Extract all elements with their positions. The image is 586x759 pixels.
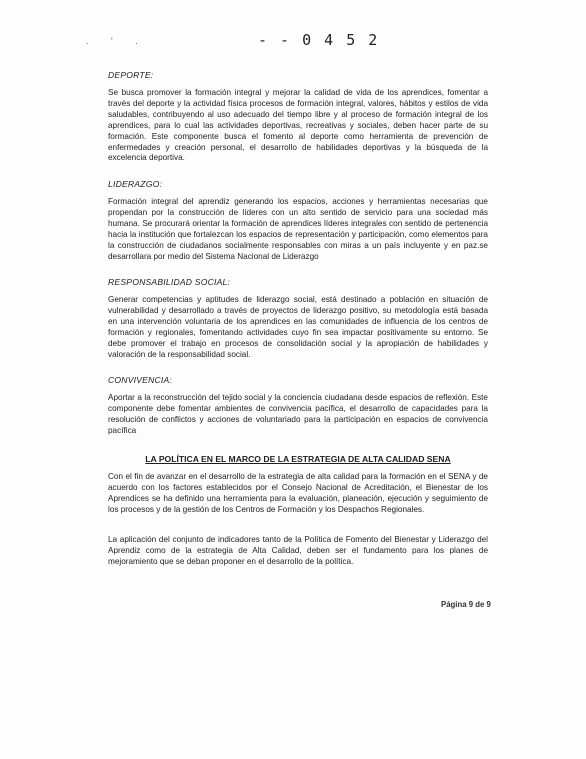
- section-paragraph: Generar competencias y aptitudes de liderazgo social, está destinado a población en situación de vulnerabilidad y desarrollado a través de proyectos de liderazgo positivo, su metodología está basada en una intervención voluntaria de los aprendices en las comunidades de influencia de los centros de formación y regionales, fomentando actividades cuyo fin sea impactar positivamente su entorno. Se debe promover el trabajo en procesos de consolidación social y la apropiación de habilidades y valoración de la responsabilidad social.: [108, 295, 488, 359]
- section-heading: LIDERAZGO:: [108, 179, 163, 189]
- policy-paragraph-2: [108, 535, 488, 568]
- section-responsabilidad-social: [108, 277, 488, 360]
- section-heading: RESPONSABILIDAD SOCIAL:: [108, 277, 231, 287]
- section-paragraph: Se busca promover la formación integral y mejorar la calidad de vida de los aprendices, fomentar a través del deporte y la actividad física procesos de formación integral, valores, hábitos y estilos de vida saludables, contribuyendo al uso adecuado del tiempo libre y al proceso de formación integral de los aprendices, para lo cual las actividades deportivas, recreativas y sociales, deben hacer parte de su formación. Este componente busca el fomento al deporte como herramienta de prevención de enfermedades y creación personal, el desarrollo de habilidades deportivas y la búsqueda de la excelencia deportiva.: [108, 88, 488, 163]
- policy-paragraph-1: [108, 472, 488, 516]
- page-number: Página 9 de 9: [441, 600, 491, 609]
- section-liderazgo: [108, 179, 488, 262]
- section-paragraph: Aportar a la reconstrucción del tejido social y la conciencia ciudadana desde espacios de reflexión. Este componente debe fomentar ambientes de convivencia pacífica, el desarrollo de capacidades para la resolución de conflictos y acciones de voluntariado para la participación en espacios de convivencia pacífica: [108, 393, 488, 435]
- section-heading: CONVIVENCIA:: [108, 375, 172, 385]
- section-paragraph: Con el fin de avanzar en el desarrollo de la estrategia de alta calidad para la formación en el SENA y de acuerdo con los factores establecidos por el Consejo Nacional de Acreditación, el Bienestar de los Aprendices se ha definido una herramienta para la evaluación, planeación, ejecución y seguimiento de los procesos y de la gestión de los Centros de Formación y los Despachos Regionales.: [108, 472, 488, 514]
- document-stamp-number: - - 0 4 5 2: [258, 31, 380, 49]
- section-convivencia: [108, 375, 488, 437]
- section-deporte: [108, 70, 488, 164]
- policy-section-title: LA POLÍTICA EN EL MARCO DE LA ESTRATEGIA DE ALTA CALIDAD SENA: [145, 454, 451, 464]
- section-paragraph: Formación integral del aprendiz generando los espacios, acciones y herramientas necesarias que propendan por la construcción de líderes con un alto sentido de servicio para una sociedad más humana. Se procurará orientar la formación de aprendices líderes integrales con sentido de pertenencia hacia la institución que fortalezcan los espacios de representación y participación, como elementos para la construcción de ciudadanos socialmente responsables con miras a un país incluyente y en paz.se desarrollara por medio del Sistema Nacional de Liderazgo: [108, 197, 488, 261]
- section-paragraph: La aplicación del conjunto de indicadores tanto de la Política de Fomento del Bienestar y Liderazgo del Aprendiz como de la estrategia de Alta Calidad, deben ser el fundamento para los planes de mejoramiento que se deban proponer en el desarrollo de la política.: [108, 535, 488, 566]
- section-heading: DEPORTE:: [108, 70, 154, 80]
- scan-specks: . ' .: [86, 36, 148, 46]
